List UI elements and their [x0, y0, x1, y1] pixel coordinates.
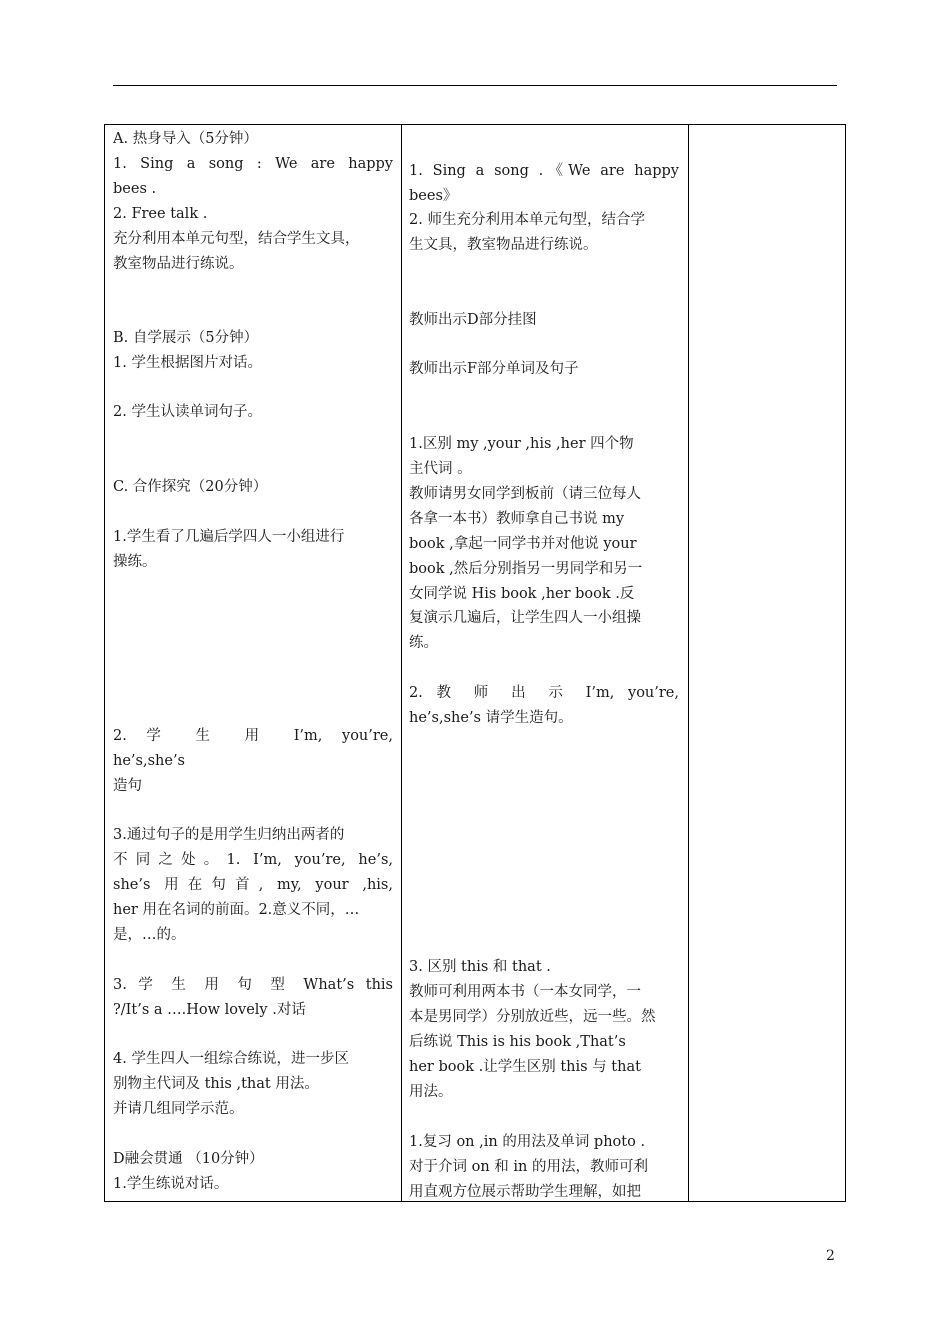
col1-line: 2. 学 生 用 I’m, you’re, — [113, 728, 393, 744]
col1-line: her 用在名词的前面。2.意义不同，… — [113, 902, 360, 918]
col2-line: 1. Sing a song .《We are happy — [409, 163, 679, 179]
col1-line: bees . — [113, 181, 157, 197]
col2-line: 主代词 。 — [409, 461, 472, 477]
column-divider-2 — [688, 125, 689, 1201]
col1-line: D融会贯通 （10分钟） — [113, 1151, 264, 1167]
col1-line: A. 热身导入（5分钟） — [113, 131, 258, 147]
notes-column — [697, 125, 837, 1201]
col1-line: 是，…的。 — [113, 927, 186, 943]
col2-line: 教师请男女同学到板前（请三位每人 — [409, 486, 641, 502]
col1-line: C. 合作探究（20分钟） — [113, 479, 268, 495]
col2-line: 1.复习 on ,in 的用法及单词 photo . — [409, 1134, 646, 1150]
col1-line: 1.学生练说对话。 — [113, 1176, 229, 1192]
lesson-table — [104, 124, 846, 1202]
col2-line: 教师出示D部分挂图 — [409, 312, 537, 328]
col2-line: bees》 — [409, 188, 458, 204]
col1-line: 不同之处。1. I’m, you’re, he’s, — [113, 852, 393, 868]
col2-line: 生文具，教室物品进行练说。 — [409, 237, 598, 253]
col2-line: 女同学说 His book ,her book .反 — [409, 586, 635, 602]
col1-line: 造句 — [113, 778, 142, 794]
col1-line: 别物主代词及 this ,that 用法。 — [113, 1076, 319, 1092]
col1-line: 2. Free talk . — [113, 206, 208, 222]
col1-line: 并请几组同学示范。 — [113, 1101, 244, 1117]
col1-line: ?/It’s a ….How lovely .对话 — [113, 1002, 306, 1018]
col2-line: book ,然后分别指另一男同学和另一 — [409, 561, 643, 577]
col2-line: 教师出示F部分单词及句子 — [409, 361, 579, 377]
col2-line: 教师可利用两本书（一本女同学，一 — [409, 984, 641, 1000]
col1-line: he’s,she’s — [113, 753, 185, 769]
col2-line: 对于介词 on 和 in 的用法，教师可利 — [409, 1159, 648, 1175]
col2-line: book ,拿起一同学书并对他说 your — [409, 536, 637, 552]
teacher-activity-column — [409, 125, 679, 1201]
header-rule — [113, 85, 837, 86]
col2-line: 各拿一本书）教师拿自己书说 my — [409, 511, 625, 527]
col2-line: 后练说 This is his book ,That’s — [409, 1034, 626, 1050]
page-number: 2 — [826, 1248, 835, 1264]
col1-line: 1.学生看了几遍后学四人一小组进行 — [113, 529, 345, 545]
col2-line: 用直观方位展示帮助学生理解，如把 — [409, 1184, 641, 1200]
col2-line: her book .让学生区别 this 与 that — [409, 1059, 641, 1075]
col1-line: 充分利用本单元句型，结合学生文具， — [113, 231, 360, 247]
col2-line: 3. 区别 this 和 that . — [409, 959, 551, 975]
student-activity-column — [113, 125, 393, 1201]
col1-line: she’s 用在句首, my, your ,his, — [113, 877, 393, 893]
column-divider-1 — [401, 125, 402, 1201]
col2-line: 2. 师生充分利用本单元句型，结合学 — [409, 212, 645, 228]
col2-line: 本是男同学）分别放近些，远一些。然 — [409, 1009, 656, 1025]
col1-line: 1. Sing a song : We are happy — [113, 156, 393, 172]
col2-line: 1.区别 my ,your ,his ,her 四个物 — [409, 436, 634, 452]
col1-line: 3.通过句子的是用学生归纳出两者的 — [113, 827, 345, 843]
col1-line: 2. 学生认读单词句子。 — [113, 404, 262, 420]
col1-line: B. 自学展示（5分钟） — [113, 330, 259, 346]
col2-line: 练。 — [409, 635, 438, 651]
col2-line: 2. 教 师 出 示 I’m, you’re, — [409, 685, 679, 701]
col1-line: 教室物品进行练说。 — [113, 256, 244, 272]
col2-line: 用法。 — [409, 1084, 453, 1100]
col1-line: 3. 学 生 用 句 型 What’s this — [113, 977, 393, 993]
col1-line: 1. 学生根据图片对话。 — [113, 355, 262, 371]
col1-line: 4. 学生四人一组综合练说，进一步区 — [113, 1051, 349, 1067]
col1-line: 操练。 — [113, 554, 157, 570]
col2-line: he’s,she’s 请学生造句。 — [409, 710, 573, 726]
col2-line: 复演示几遍后，让学生四人一小组操 — [409, 610, 641, 626]
